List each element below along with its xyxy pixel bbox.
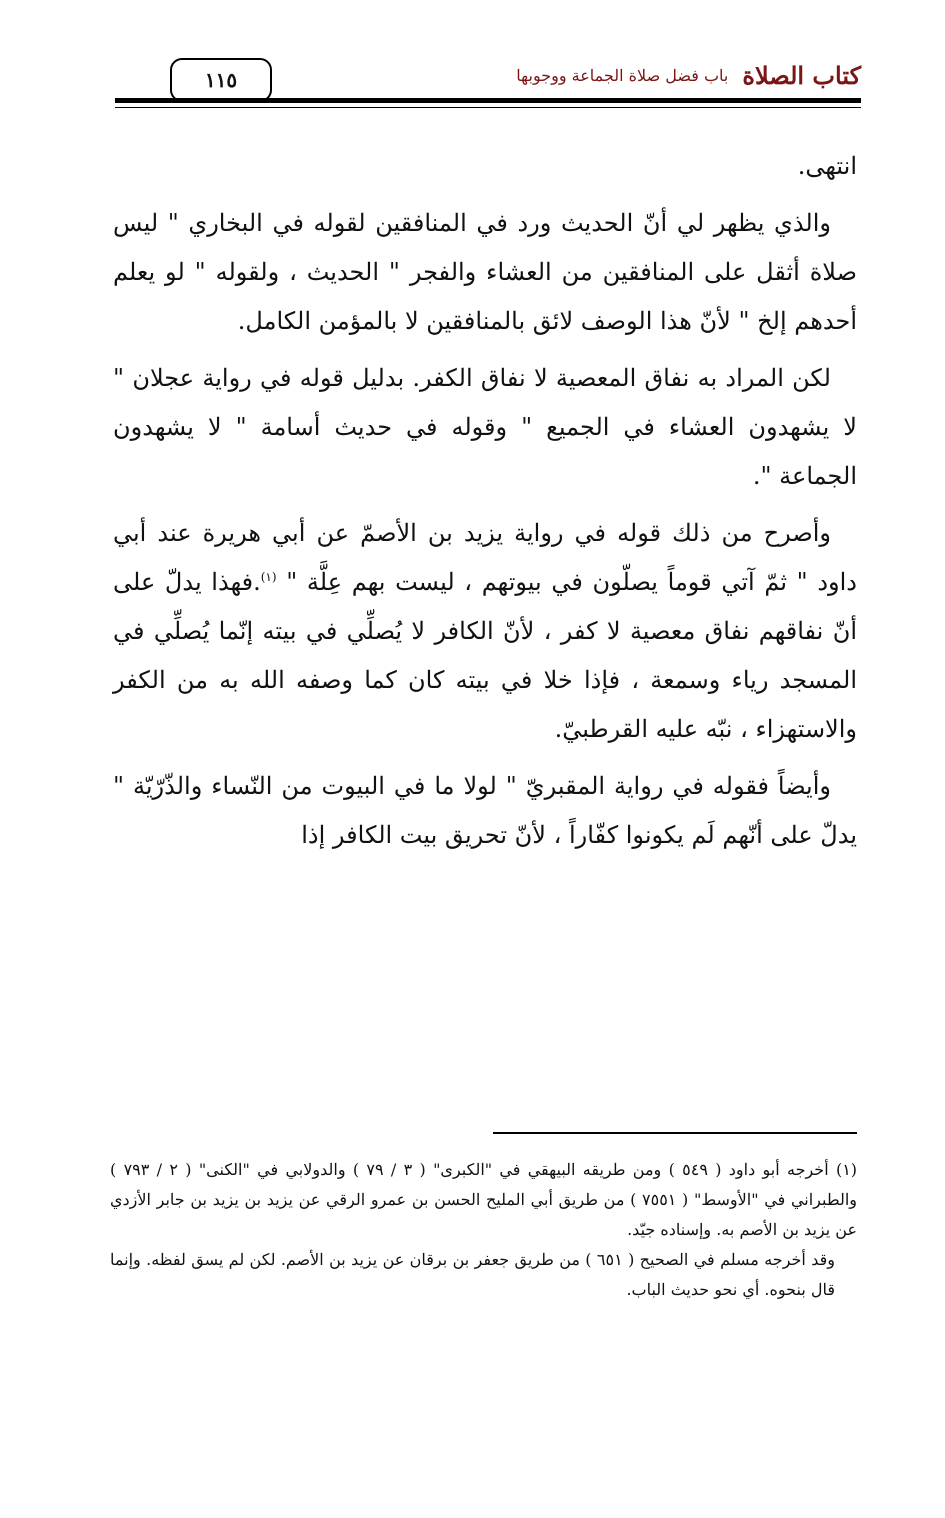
footnotes: [110, 1155, 857, 1305]
footnote-separator: [493, 1132, 857, 1134]
footnote-reference: (١): [260, 570, 277, 584]
header-rule-thin: [115, 107, 861, 108]
paragraph-4: [113, 509, 857, 754]
paragraph-4-part-a: وأصرح من ذلك قوله في رواية يزيد بن الأصمّ عن أبي هريرة عند أبي داود " ثمّ آتي قوماً يصلّون في بيوتهم ، ليست بهم عِلَّة ": [113, 519, 857, 596]
footnote-1-continuation: وقد أخرجه مسلم في الصحيح ( ٦٥١ ) من طريق جعفر بن برقان عن يزيد بن الأصم. لكن لم يسق لفظه. وإنما قال بنحوه. أي نحو حديث الباب.: [110, 1250, 835, 1299]
paragraph-4-part-b: .فهذا يدلّ على أنّ نفاقهم نفاق معصية لا كفر ، لأنّ الكافر لا يُصلِّي في بيته إنّما يُصلِّي في المسجد رياء وسمعة ، فإذا خلا في بيته كان كما وصفه الله به من الكفر والاستهزاء ، نبّه عليه القرطبيّ.: [113, 568, 857, 743]
paragraph-5: وأيضاً فقوله في رواية المقبريّ " لولا ما في البيوت من النّساء والذّرّيّة " يدلّ على أنّهم لَم يكونوا كفّاراً ، لأنّ تحريق بيت الكافر إذا: [113, 772, 857, 849]
header-rule-thick: [115, 98, 861, 103]
footnote-1: (١) أخرجه أبو داود ( ٥٤٩ ) ومن طريقه البيهقي في "الكبرى" ( ٣ / ٧٩ ) والدولابي في "الكنى" ( ٢ / ٧٩٣ ) والطبراني في "الأوسط" ( ٧٥٥١ ) من طريق أبي المليح الحسن بن عمرو الرقي عن يزيد بن يزيد بن جابر الأزدي عن يزيد بن الأصم به. وإسناده جيّد.: [110, 1160, 858, 1239]
paragraph-2: والذي يظهر لي أنّ الحديث ورد في المنافقين لقوله في البخاري " ليس صلاة أثقل على المنافقين من العشاء والفجر " الحديث ، ولقوله " لو يعلم أحدهم إلخ " لأنّ هذا الوصف لائق بالمنافقين لا بالمؤمن الكامل.: [113, 209, 857, 335]
header-titles: [516, 58, 861, 92]
paragraph-1: انتهى.: [797, 152, 857, 180]
book-title: كتاب الصلاة: [742, 60, 861, 90]
chapter-title: باب فضل صلاة الجماعة ووجوبها: [516, 65, 729, 85]
page-number: ١١٥: [170, 58, 272, 102]
paragraph-3: لكن المراد به نفاق المعصية لا نفاق الكفر. بدليل قوله في رواية عجلان " لا يشهدون العشاء في الجميع " وقوله في حديث أسامة " لا يشهدون الجماعة ".: [113, 364, 857, 490]
running-header: [115, 52, 861, 112]
main-text: [113, 142, 857, 868]
